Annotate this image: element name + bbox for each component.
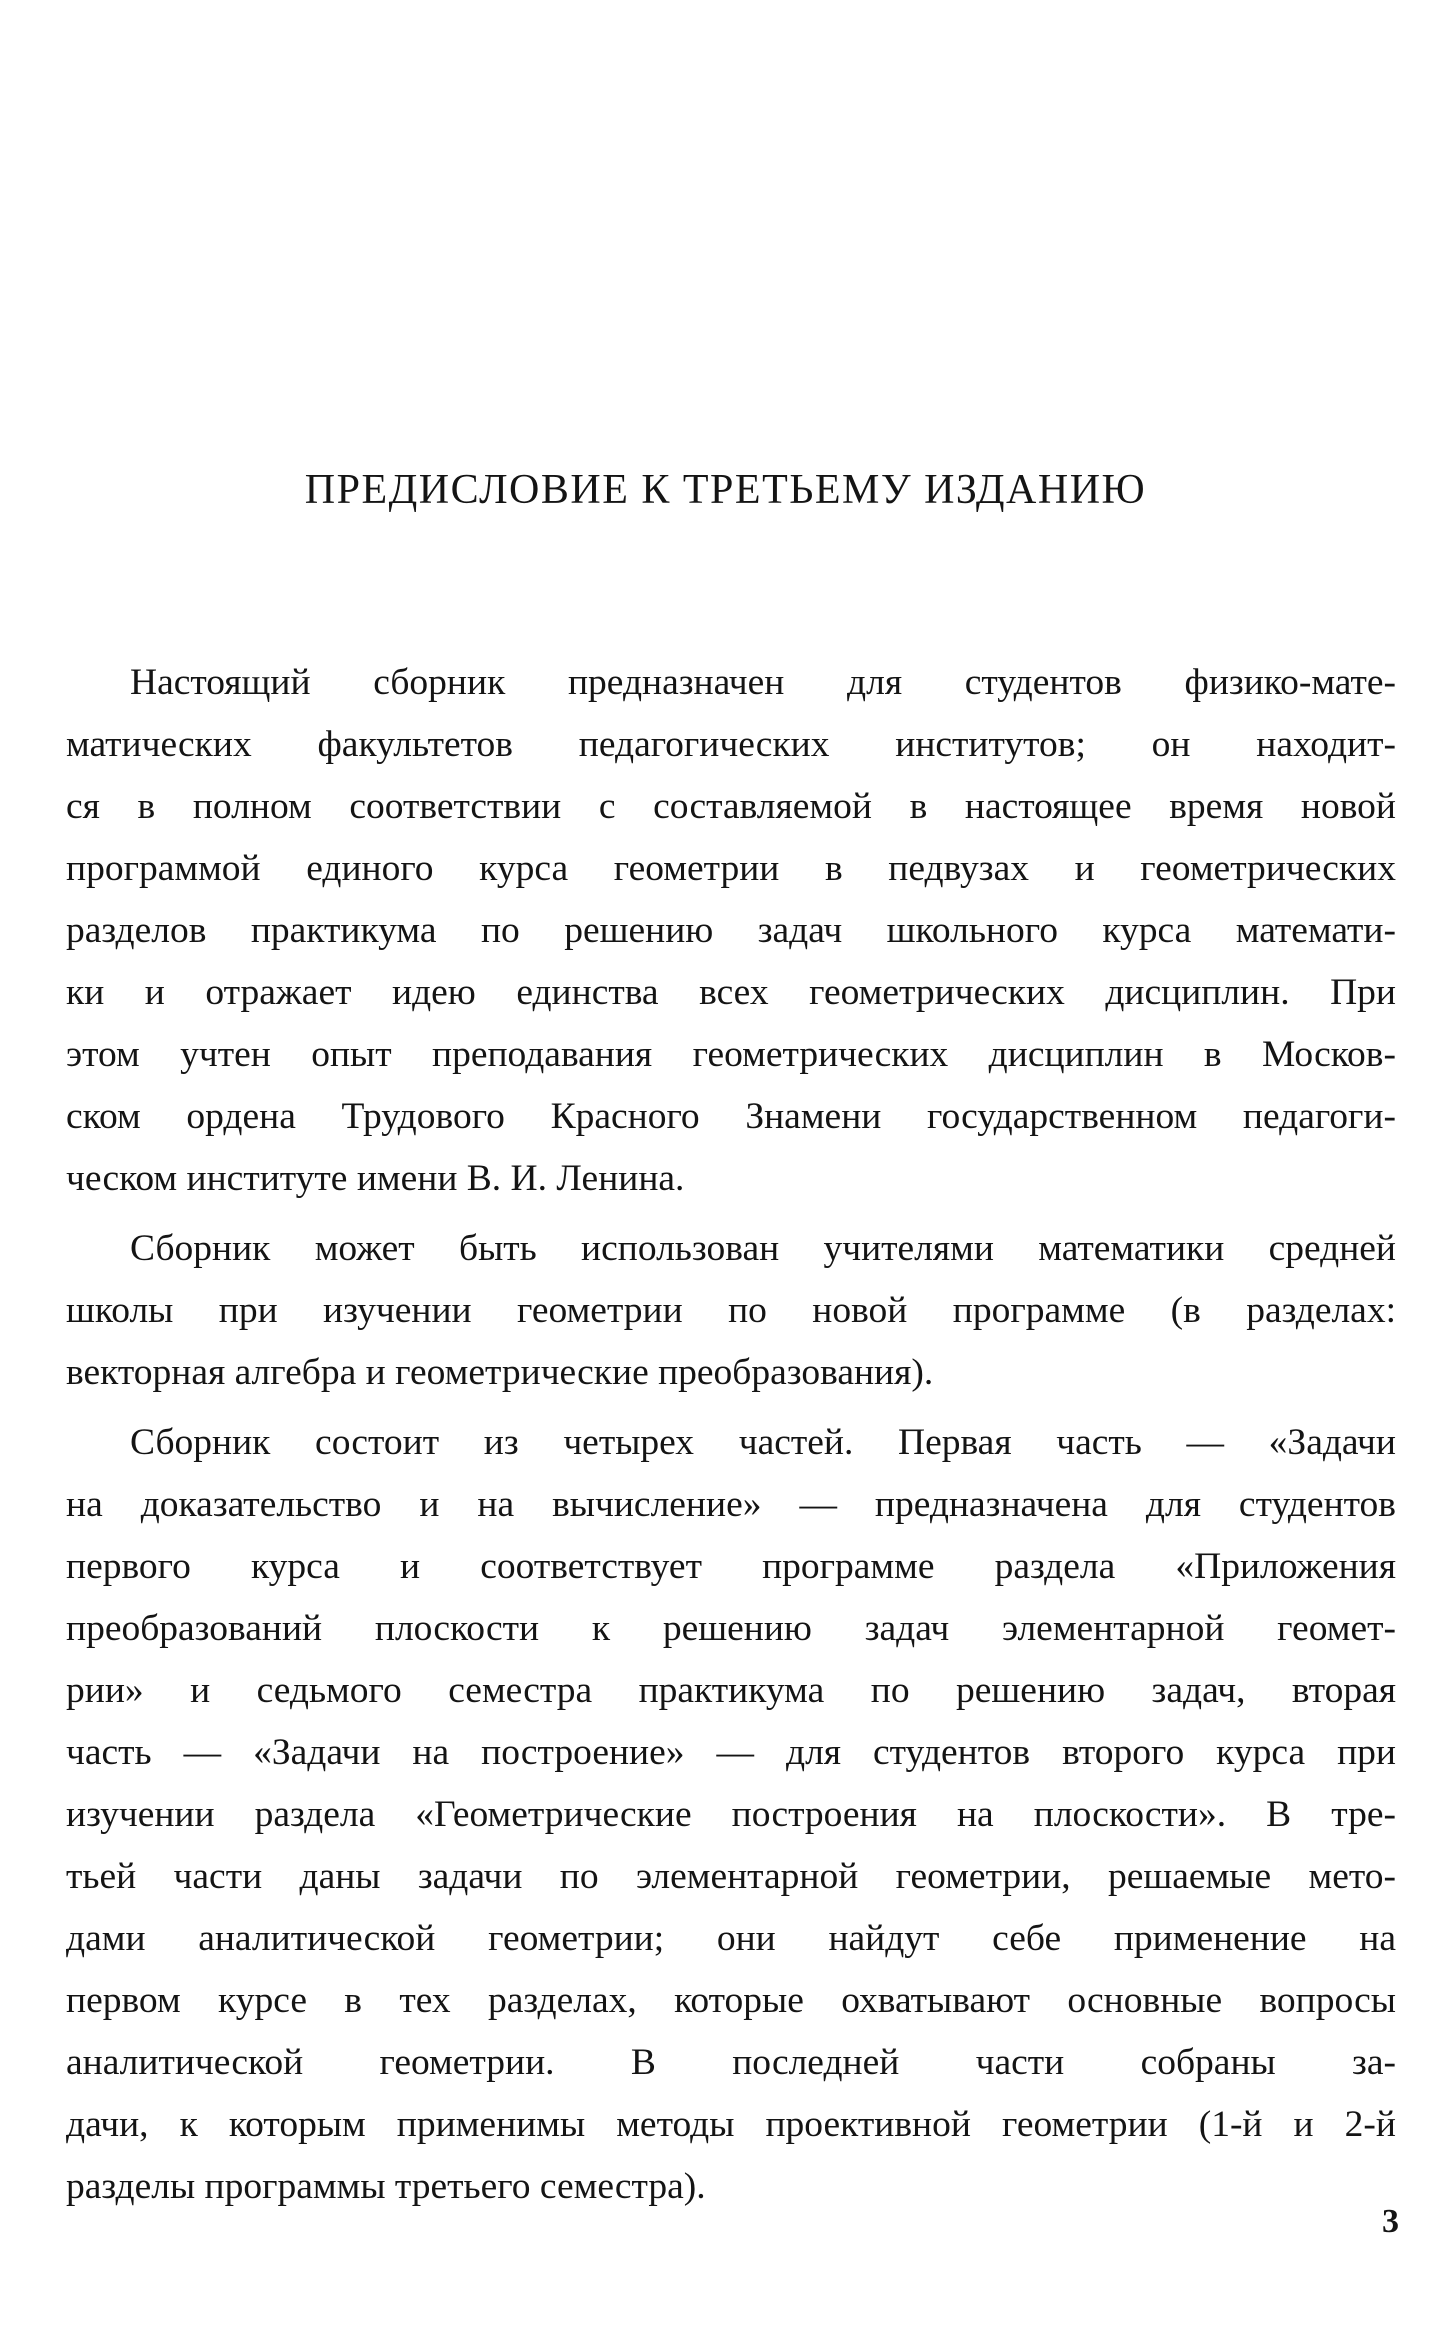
text-line: ки и отражает идею единства всех геометрических дисциплин. При [66, 972, 1396, 1013]
text-line: преобразований плоскости к решению задач элементарной геомет- [66, 1608, 1396, 1649]
text-line: на доказательство и на вычисление» — предназначена для студентов [66, 1484, 1396, 1525]
text-line: разделы программы третьего семестра). [66, 2166, 706, 2207]
text-line: этом учтен опыт преподавания геометрических дисциплин в Москов- [66, 1034, 1396, 1075]
text-line: аналитической геометрии. В последней части собраны за- [66, 2042, 1396, 2083]
text-line: программой единого курса геометрии в педвузах и геометрических [66, 848, 1396, 889]
paragraph [66, 1218, 1396, 1404]
text-line: Сборник может быть использован учителями математики средней [130, 1228, 1396, 1269]
text-line: векторная алгебра и геометрические преобразования). [66, 1352, 934, 1393]
text-line: изучении раздела «Геометрические построения на плоскости». В тре- [66, 1794, 1396, 1835]
text-line: ся в полном соответствии с составляемой в настоящее время новой [66, 786, 1396, 827]
preface-heading: ПРЕДИСЛОВИЕ К ТРЕТЬЕМУ ИЗДАНИЮ [304, 467, 1147, 513]
text-line: Настоящий сборник предназначен для студентов физико-мате- [130, 662, 1396, 703]
text-line: первом курсе в тех разделах, которые охватывают основные вопросы [66, 1980, 1396, 2021]
text-line: разделов практикума по решению задач школьного курса математи- [66, 910, 1396, 951]
text-line: часть — «Задачи на построение» — для студентов второго курса при [66, 1732, 1396, 1773]
text-line: школы при изучении геометрии по новой программе (в разделах: [66, 1290, 1396, 1331]
text-line: ческом институте имени В. И. Ленина. [66, 1158, 685, 1199]
text-line: Сборник состоит из четырех частей. Первая часть — «Задачи [130, 1422, 1396, 1463]
text-line: рии» и седьмого семестра практикума по решению задач, вторая [66, 1670, 1396, 1711]
text-line: ском ордена Трудового Красного Знамени государственном педагоги- [66, 1096, 1396, 1137]
text-line: матических факультетов педагогических институтов; он находит- [66, 724, 1396, 765]
paragraph [66, 652, 1396, 1210]
paragraph [66, 1412, 1396, 2218]
page-number: 3 [1382, 2203, 1399, 2240]
preface-body [66, 652, 1396, 2218]
text-line: первого курса и соответствует программе раздела «Приложения [66, 1546, 1396, 1587]
text-line: дачи, к которым применимы методы проективной геометрии (1-й и 2-й [66, 2104, 1396, 2145]
text-line: тьей части даны задачи по элементарной геометрии, решаемые мето- [66, 1856, 1396, 1897]
text-line: дами аналитической геометрии; они найдут себе применение на [66, 1918, 1396, 1959]
